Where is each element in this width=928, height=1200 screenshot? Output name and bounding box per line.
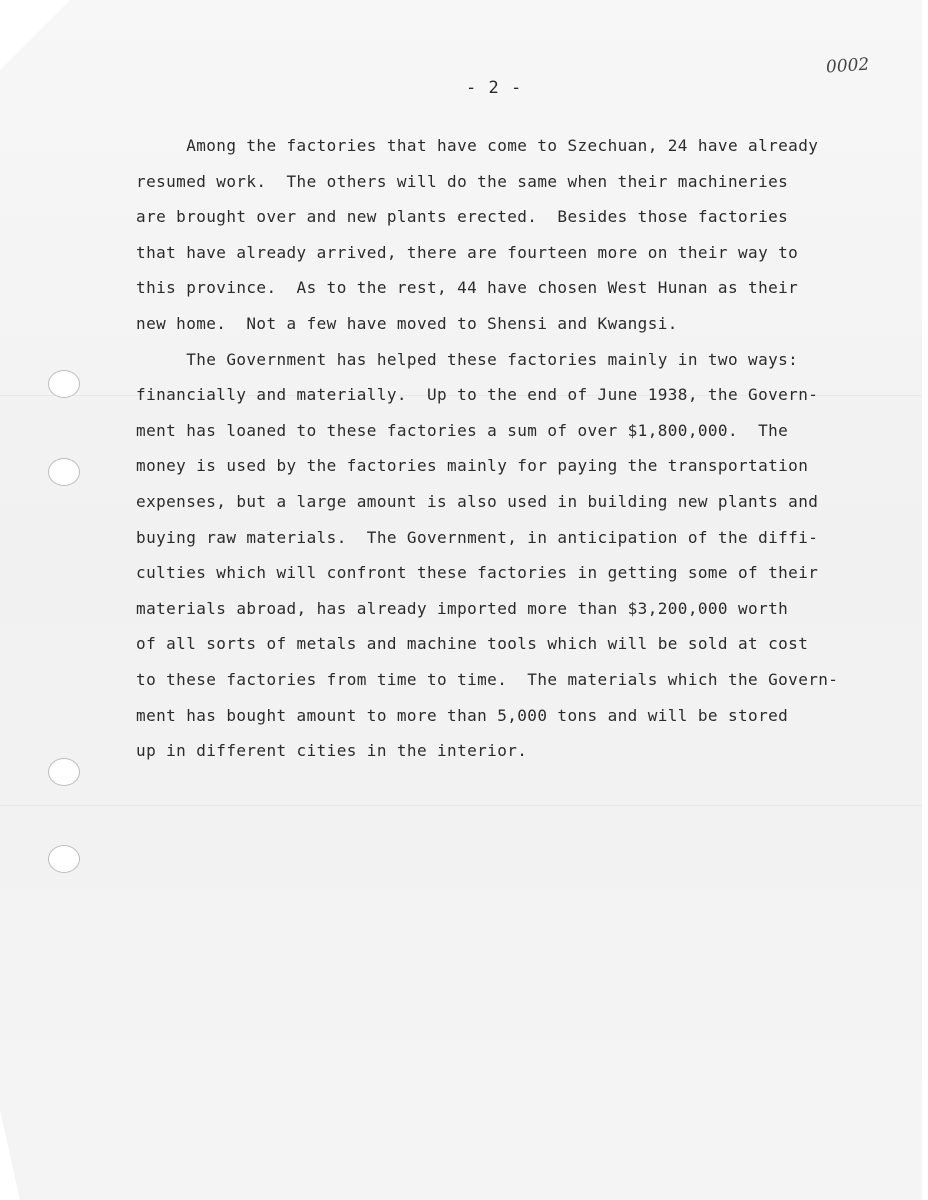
- punch-hole: [48, 458, 80, 486]
- text-line: to these factories from time to time. The materials which the Govern-: [126, 669, 839, 689]
- text-line: ment has bought amount to more than 5,000 tons and will be stored: [126, 705, 789, 725]
- text-line: that have already arrived, there are fourteen more on their way to: [126, 242, 799, 262]
- torn-corner: [0, 1110, 20, 1200]
- archive-mark: 0002: [825, 54, 870, 78]
- text-line: buying raw materials. The Government, in anticipation of the diffi-: [126, 527, 819, 547]
- punch-hole: [48, 758, 80, 786]
- torn-corner: [0, 0, 70, 70]
- punch-hole: [48, 845, 80, 873]
- text-line: materials abroad, has already imported more than $3,200,000 worth: [126, 598, 789, 618]
- text-line: expenses, but a large amount is also used in building new plants and: [126, 491, 819, 511]
- text-line: new home. Not a few have moved to Shensi and Kwangsi.: [126, 313, 678, 333]
- text-line: ment has loaned to these factories a sum of over $1,800,000. The: [126, 420, 789, 440]
- fold-crease: [0, 805, 928, 806]
- text-line: are brought over and new plants erected. Besides those factories: [126, 207, 789, 227]
- text-line: up in different cities in the interior.: [126, 741, 528, 761]
- text-line: culties which will confront these factories in getting some of their: [126, 563, 819, 583]
- page-edge: [922, 0, 928, 1200]
- text-line: The Government has helped these factories mainly in two ways:: [126, 349, 799, 369]
- body-text: [126, 128, 886, 769]
- text-line: resumed work. The others will do the same when their machineries: [126, 171, 789, 191]
- text-line: money is used by the factories mainly for paying the transportation: [126, 456, 809, 476]
- page-number: - 2 -: [466, 78, 523, 98]
- text-line: of all sorts of metals and machine tools which will be sold at cost: [126, 634, 809, 654]
- text-line: financially and materially. Up to the end of June 1938, the Govern-: [126, 385, 819, 405]
- text-line: Among the factories that have come to Szechuan, 24 have already: [126, 136, 819, 155]
- text-line: this province. As to the rest, 44 have chosen West Hunan as their: [126, 278, 799, 298]
- punch-hole: [48, 370, 80, 398]
